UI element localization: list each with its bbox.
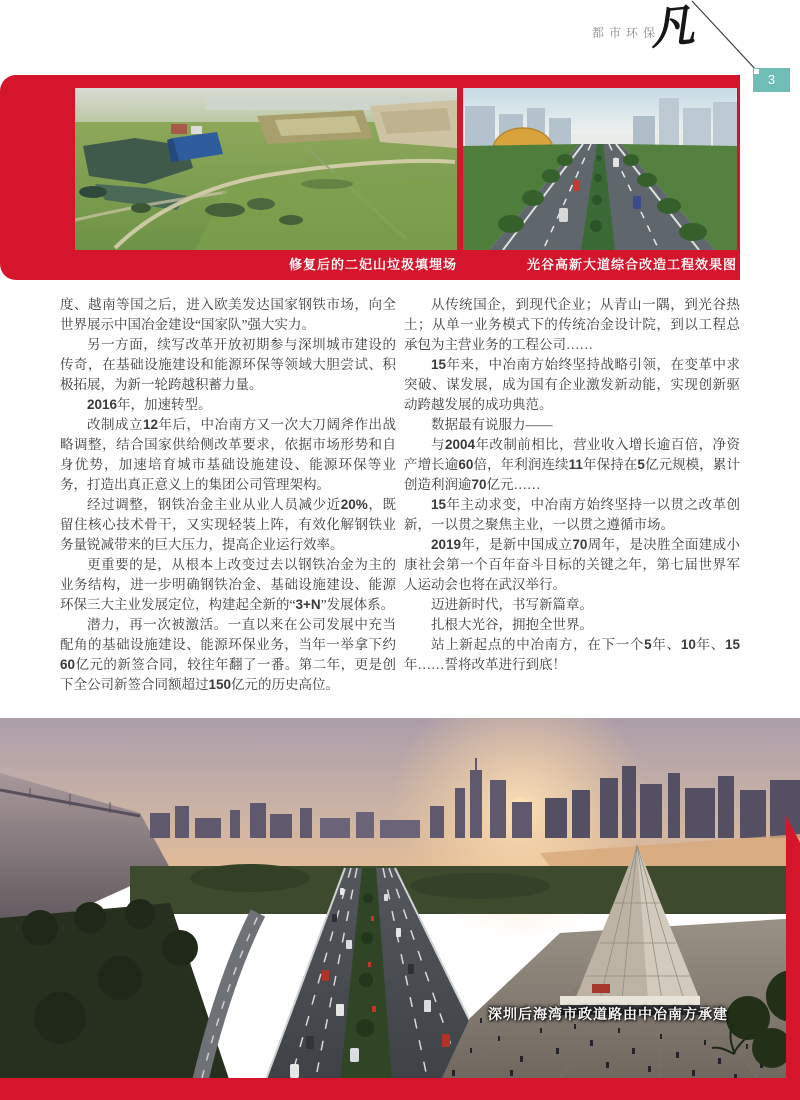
- article-paragraph: 15年主动求变，中冶南方始终坚持一以贯之改革创新，一以贯之聚焦主业，一以贯之遵循市场。: [404, 497, 740, 532]
- city-photo: [0, 718, 800, 1082]
- article-paragraph: 经过调整，钢铁冶金主业从业人员减少近20%，既留住核心技术骨干，又实现轻装上阵，有效化解钢铁业务量锐减带来的巨大压力，提高企业运行效率。: [60, 497, 397, 552]
- article-paragraph: 数据最有说服力——: [431, 417, 553, 432]
- avenue-photo-caption: 光谷高新大道综合改造工程效果图: [526, 257, 737, 272]
- article-paragraph: 度、越南等国之后，进入欧美发达国家钢铁市场，向全世界展示中国冶金建设“国家队”强大实力。: [60, 297, 396, 332]
- article-paragraph: 与2004年改制前相比，营业收入增长逾百倍，净资产增长逾60倍，年利润连续11年保持在5亿元规模，累计创造利润逾70亿元……: [404, 437, 741, 492]
- article-paragraph: 15年来，中冶南方始终坚持战略引领，在变革中求突破、谋发展，成为国有企业激发新动能，实现创新驱动跨越发展的成功典范。: [404, 357, 740, 412]
- page-number-notch: [754, 69, 759, 74]
- article-paragraph: 2016年，加速转型。: [87, 397, 212, 412]
- article-paragraph: 2019年，是新中国成立70周年，是决胜全面建成小康社会第一个百年奋斗目标的关键之年，第七届世界军人运动会也将在武汉举行。: [404, 537, 741, 592]
- article-paragraph: 更重要的是，从根本上改变过去以钢铁冶金为主的业务结构，进一步明确钢铁冶金、基础设施建设、能源环保三大主业发展定位，构建起全新的“3+N”发展体系。: [60, 557, 396, 612]
- footer-bar: [0, 1078, 800, 1100]
- photo-panel: [0, 75, 740, 280]
- city-photo-caption: 深圳后海湾市政道路由中冶南方承建: [488, 1006, 728, 1022]
- article-paragraph: 站上新起点的中冶南方，在下一个5年、10年、15年……誓将改革进行到底！: [404, 637, 741, 672]
- page-number: 3: [753, 68, 790, 92]
- article-paragraph: 潜力，再一次被激活。一直以来在公司发展中充当配角的基础设施建设、能源环保业务，当年一举拿下约60亿元的新签合同，较往年翻了一番。第二年，更是创下全公司新签合同额超过150亿元的历史高位。: [60, 617, 396, 692]
- footer-accent-strip: [786, 816, 800, 1082]
- header-diagonal-line: [688, 0, 760, 74]
- magazine-logo-glyph: 凡: [647, 0, 697, 56]
- article-paragraph: 改制成立12年后，中冶南方又一次大刀阔斧作出战略调整，结合国家供给侧改革要求，依据市场形势和自身优势，加速培育城市基础设施建设、能源环保等业务，打造出真正意义上的集团公司管理架构。: [60, 417, 397, 492]
- article-column-left: [60, 295, 396, 695]
- avenue-photo-illustration: [463, 88, 737, 250]
- article-paragraph: 从传统国企，到现代企业；从青山一隅，到光谷热土；从单一业务模式下的传统冶金设计院，到以工程总承包为主营业务的工程公司……: [404, 297, 740, 352]
- avenue-photo: [463, 88, 737, 250]
- article-paragraph: 扎根大光谷，拥抱全世界。: [431, 617, 593, 632]
- article-paragraph: 另一方面，续写改革开放初期参与深圳城市建设的传奇，在基础设施建设和能源环保等领域大胆尝试、积极拓展，为新一轮跨越积蓄力量。: [60, 337, 396, 392]
- magazine-title: 都市环保: [592, 26, 661, 40]
- city-photo-illustration: [0, 718, 800, 1082]
- article-paragraph: 迈进新时代，书写新篇章。: [431, 597, 593, 612]
- landfill-photo-illustration: [75, 88, 457, 250]
- article-column-right: [404, 295, 740, 675]
- landfill-photo: [75, 88, 457, 250]
- landfill-photo-caption: 修复后的二妃山垃圾填埋场: [288, 257, 457, 272]
